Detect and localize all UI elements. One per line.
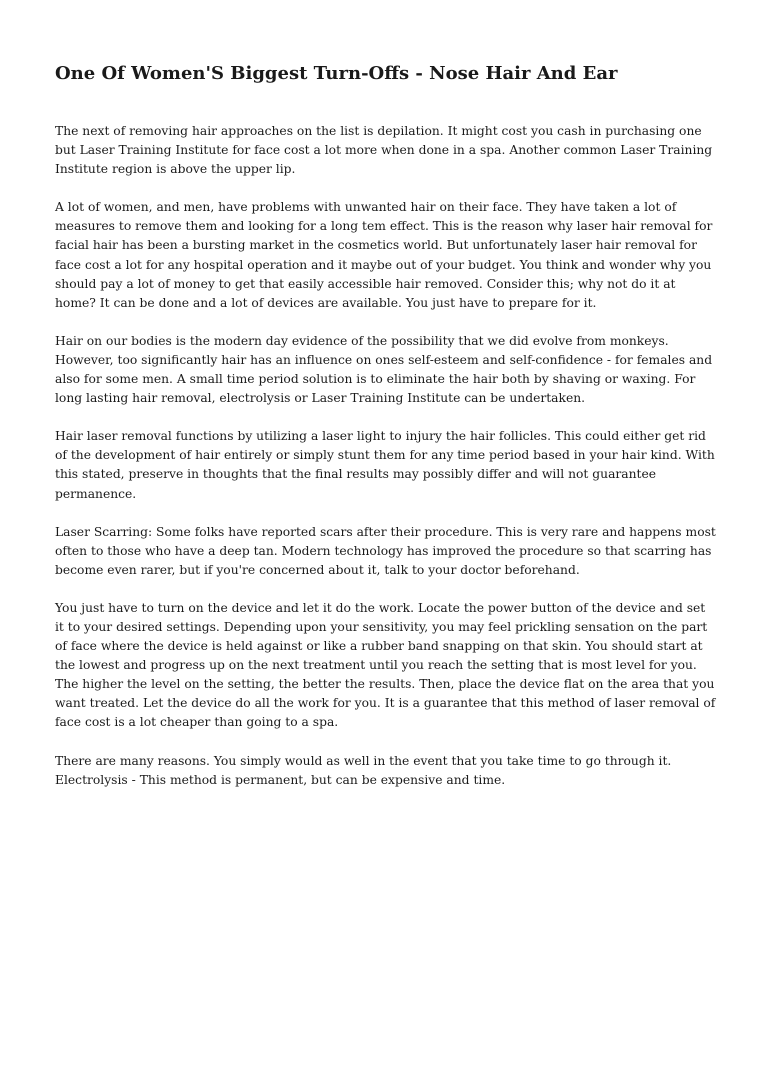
document-title: One Of Women'S Biggest Turn-Offs - Nose Hair And Ear	[55, 63, 618, 84]
paragraph-1: The next of removing hair approaches on the list is depilation. It might cost you cash in purchasing one but Laser Training Institute for face cost a lot more when done in a spa. Another common Laser Training Institute region is above the upper lip.	[55, 124, 713, 177]
paragraph-2: A lot of women, and men, have problems with unwanted hair on their face. They have taken a lot of measures to remove them and looking for a long tem effect. This is the reason why laser hair removal for facial hair has been a bursting market in the cosmetics world. But unfortunately laser hair removal for face cost a lot for any hospital operation and it maybe out of your budget. You think and wonder why you should pay a lot of money to get that easily accessible hair removed. Consider this; why not do it at home? It can be done and a lot of devices are available. You just have to prepare for it.	[55, 200, 713, 310]
paragraph-3: Hair on our bodies is the modern day evidence of the possibility that we did evolve from monkeys. However, too significantly hair has an influence on ones self-esteem and self-confidence - for females and also for some men. A small time period solution is to eliminate the hair both by shaving or waxing. For long lasting hair removal, electrolysis or Laser Training Institute can be undertaken.	[55, 333, 713, 406]
paragraph-7: There are many reasons. You simply would as well in the event that you take time to go through it. Electrolysis - This method is permanent, but can be expensive and time.	[55, 753, 672, 787]
paragraph-6: You just have to turn on the device and let it do the work. Locate the power button of the device and set it to your desired settings. Depending upon your sensitivity, you may feel prickling sensation on the part of face where the device is held against or like a rubber band snapping on that skin. You should start at the lowest and progress up on the next treatment until you reach the setting that is most level for you. The higher the level on the setting, the better the results. Then, place the device flat on the area that you want treated. Let the device do all the work for you. It is a guarantee that this method of laser removal of face cost is a lot cheaper than going to a spa.	[55, 600, 716, 730]
paragraph-5: Laser Scarring: Some folks have reported scars after their procedure. This is very rare and happens most often to those who have a deep tan. Modern technology has improved the procedure so that scarring has become even rarer, but if you're concerned about it, talk to your doctor beforehand.	[55, 524, 716, 577]
document-body	[55, 122, 717, 809]
paragraph-4: Hair laser removal functions by utilizing a laser light to injury the hair follicles. This could either get rid of the development of hair entirely or simply stunt them for any time period based in your hair kind. With this stated, preserve in thoughts that the final results may possibly differ and will not guarantee permanence.	[55, 429, 715, 501]
